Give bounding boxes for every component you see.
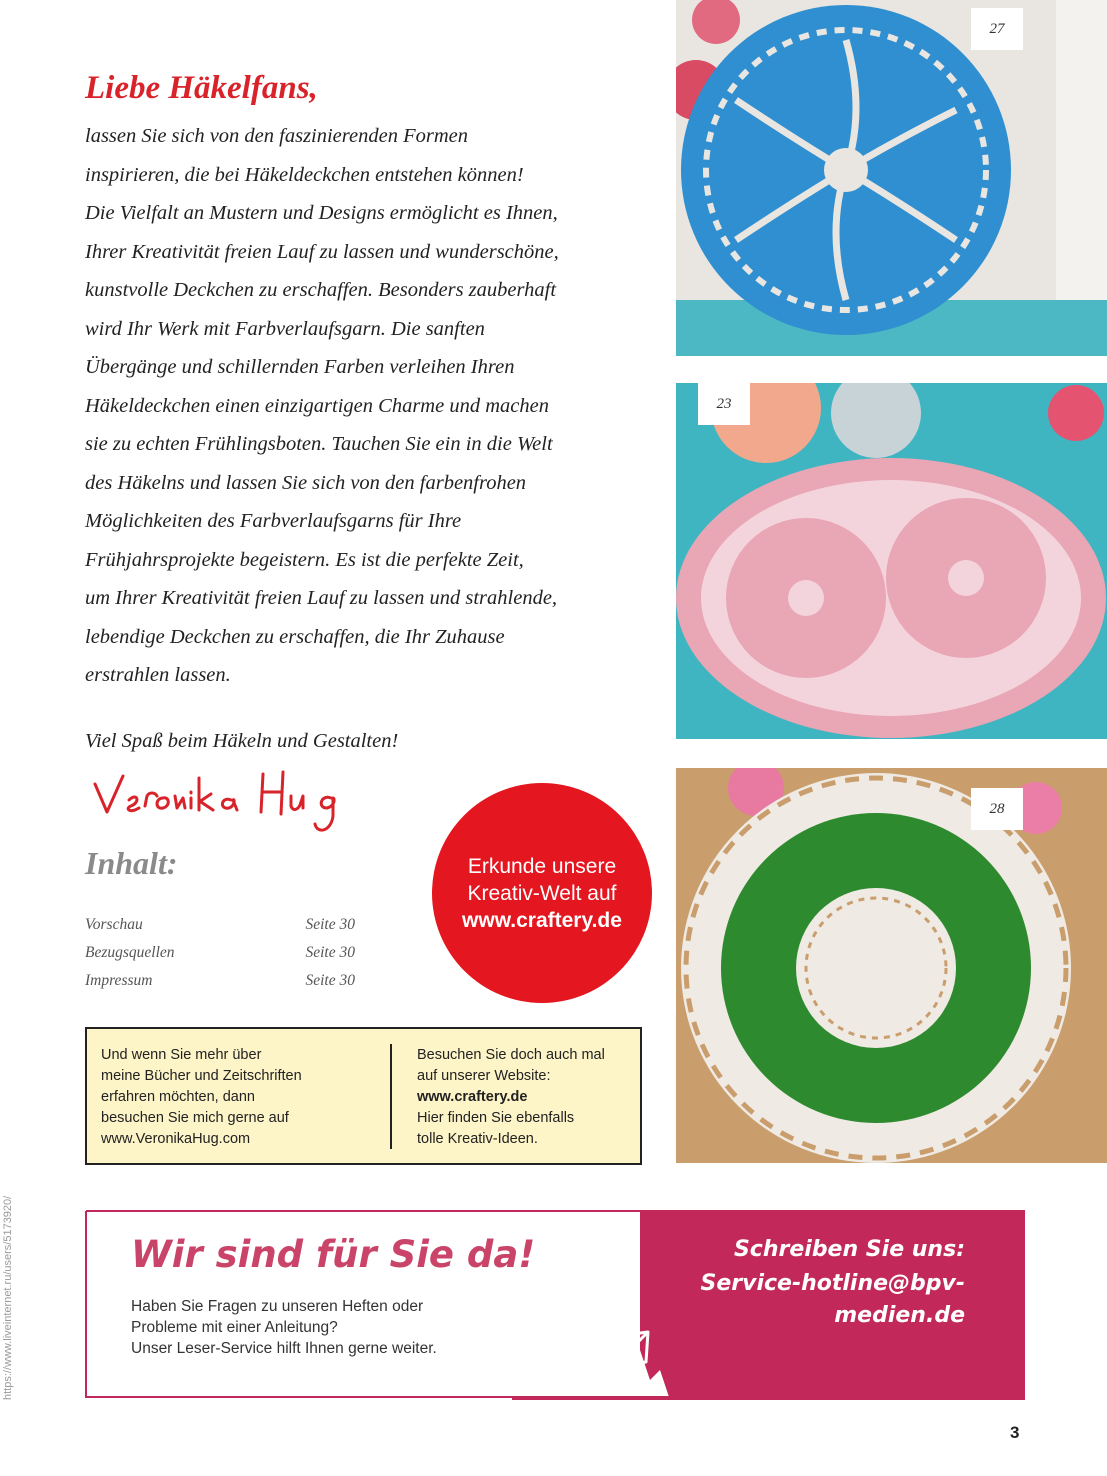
contact-label: Schreiben Sie uns: — [733, 1237, 965, 1262]
envelope-icon — [598, 1328, 652, 1374]
intro-line: wird Ihr Werk mit Farbverlaufsgarn. Die sanften — [85, 317, 485, 340]
blue-doily-illustration — [676, 0, 1107, 356]
intro-line: lebendige Deckchen zu erschaffen, die Ihr Zuhause — [85, 625, 505, 648]
craftery-link[interactable]: www.craftery.de — [417, 1089, 528, 1105]
toc-label: Bezugsquellen — [85, 944, 175, 961]
intro-line: des Häkelns und lassen Sie sich von den farbenfrohen — [85, 471, 527, 494]
toc-page: Seite 30 — [305, 944, 355, 961]
service-text — [131, 1296, 437, 1359]
toc-page: Seite 30 — [305, 916, 355, 933]
service-title: Wir sind für Sie da! — [131, 1233, 536, 1276]
intro-line: Übergänge und schillernden Farben verleihen Ihren — [85, 356, 515, 378]
intro-line: sie zu echten Frühlingsboten. Tauchen Sie ein in die Welt — [85, 433, 553, 455]
photo-pink-doily[interactable] — [676, 383, 1107, 739]
page-number: 3 — [1010, 1423, 1020, 1442]
toc-label: Vorschau — [85, 916, 143, 933]
intro-line: Häkeldeckchen einen einzigartigen Charme und machen — [85, 394, 549, 417]
photo-green-doily[interactable] — [676, 768, 1107, 1163]
service-line: Haben Sie Fragen zu unseren Heften oder — [131, 1298, 424, 1315]
toc-row[interactable] — [85, 916, 355, 944]
intro-line: lassen Sie sich von den faszinierenden Formen — [85, 125, 468, 147]
info-left-column — [101, 1045, 302, 1150]
intro-line: um Ihrer Kreativität freien Lauf zu lassen und strahlende, — [85, 587, 558, 609]
promo-line-2: Kreativ-Welt auf — [467, 881, 617, 905]
photo-number-tag: 27 — [971, 8, 1023, 50]
intro-text — [85, 117, 675, 695]
photo-number-tag: 28 — [971, 788, 1023, 830]
toc-row[interactable] — [85, 972, 355, 1000]
toc-heading: Inhalt: — [85, 845, 178, 881]
info-right-line: Besuchen Sie doch auch mal — [417, 1047, 605, 1063]
side-credit: https://www.liveinternet.ru/users/5173920/ — [2, 1195, 14, 1400]
photo-number-tag: 23 — [698, 383, 750, 425]
signature-image — [85, 762, 365, 842]
promo-url-link[interactable]: www.craftery.de — [462, 908, 622, 932]
closing-line: Viel Spaß beim Häkeln und Gestalten! — [85, 730, 399, 752]
toc-row[interactable] — [85, 944, 355, 972]
info-left-line: erfahren möchten, dann — [101, 1089, 255, 1105]
pink-doily-illustration — [676, 383, 1107, 739]
info-left-line: meine Bücher und Zeitschriften — [101, 1068, 302, 1084]
intro-line: kunstvolle Deckchen zu erschaffen. Besonders zauberhaft — [85, 279, 557, 301]
toc-label: Impressum — [85, 972, 153, 989]
info-right-line: auf unserer Website: — [417, 1068, 551, 1084]
info-left-line: besuchen Sie mich gerne auf — [101, 1110, 289, 1126]
veronikahug-link[interactable]: www.VeronikaHug.com — [101, 1131, 251, 1147]
page-greeting: Liebe Häkelfans, — [85, 70, 318, 106]
photo-blue-doily[interactable] — [676, 0, 1107, 356]
green-doily-illustration — [676, 768, 1107, 1163]
intro-line: Ihrer Kreativität freien Lauf zu lassen und wunderschöne, — [85, 240, 559, 263]
promo-line-1: Erkunde unsere — [467, 854, 617, 878]
contact-email-link[interactable]: Service-hotline@bpv-medien.de — [700, 1271, 965, 1328]
info-divider — [390, 1044, 392, 1149]
info-right-line: tolle Kreativ-Ideen. — [417, 1131, 538, 1147]
info-right-line: Hier finden Sie ebenfalls — [417, 1110, 575, 1126]
intro-line: Frühjahrsprojekte begeistern. Es ist die perfekte Zeit, — [85, 548, 524, 571]
intro-line: Die Vielfalt an Mustern und Designs ermöglicht es Ihnen, — [85, 202, 558, 224]
craftery-promo-circle[interactable] — [432, 783, 652, 1003]
info-right-column — [417, 1045, 605, 1150]
service-line: Probleme mit einer Anleitung? — [131, 1319, 338, 1336]
info-box — [85, 1027, 642, 1165]
info-left-line: Und wenn Sie mehr über — [101, 1047, 262, 1063]
intro-line: inspirieren, die bei Häkeldeckchen entstehen können! — [85, 163, 524, 186]
toc-page: Seite 30 — [305, 972, 355, 989]
intro-line: erstrahlen lassen. — [85, 664, 231, 686]
toc-list — [85, 916, 355, 1000]
intro-line: Möglichkeiten des Farbverlaufsgarns für Ihre — [85, 510, 462, 532]
service-line: Unser Leser-Service hilft Ihnen gerne weiter. — [131, 1340, 437, 1357]
